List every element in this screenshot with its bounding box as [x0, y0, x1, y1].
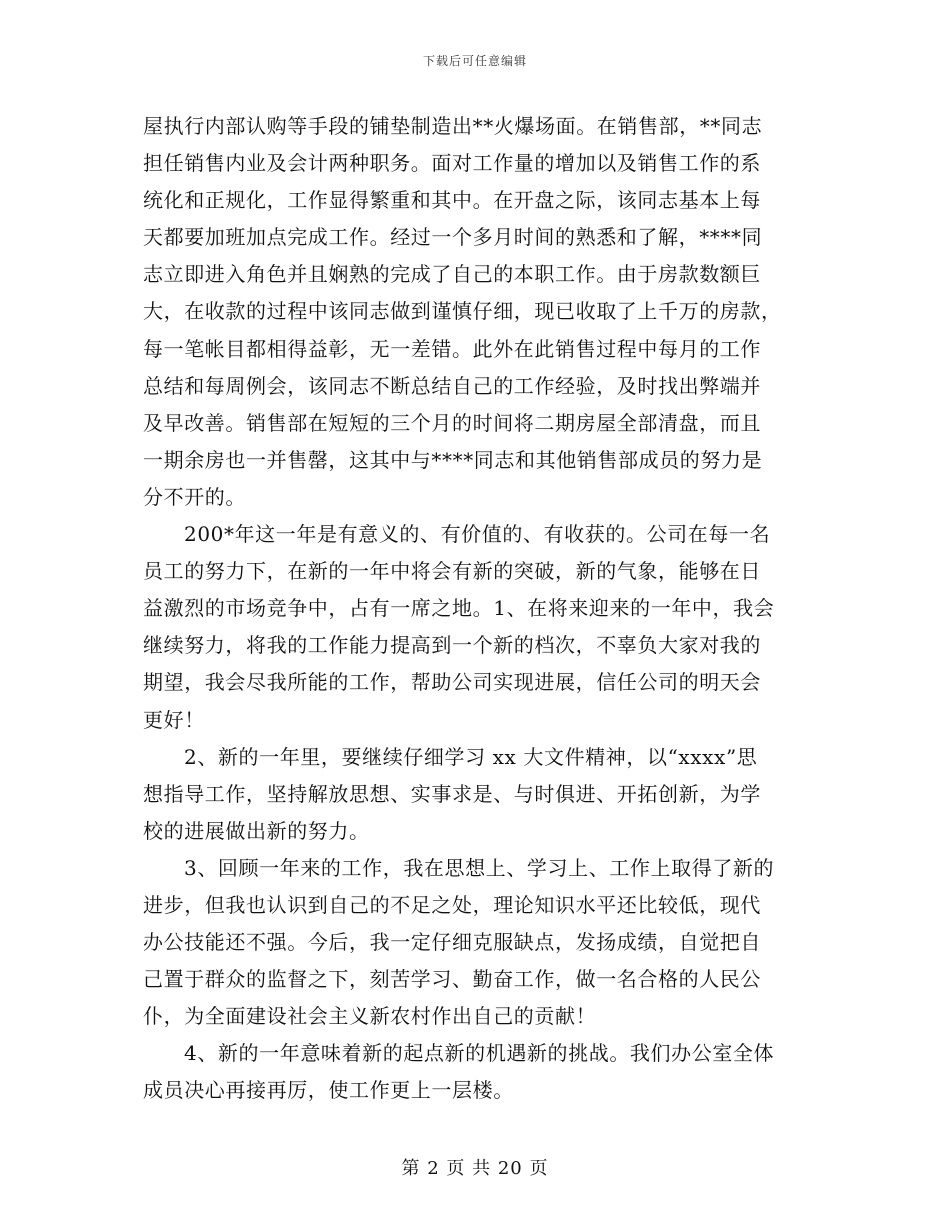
paragraph-first-line: 3、回顾一年来的工作，我在思想上、学习上、工作上取得了新的	[184, 855, 775, 880]
text-line: 更好！	[143, 707, 205, 732]
page-footer: 第 2 页 共 20 页	[401, 1158, 549, 1179]
text-line: 屋执行内部认购等手段的铺垫制造出**火爆场面。在销售部，**同志	[143, 114, 763, 138]
text-line: 总结和每周例会，该同志不断总结自己的工作经验，及时找出弊端并	[143, 373, 761, 398]
text-line: 大，在收款的过程中该同志做到谨慎仔细，现已收取了上千万的房款，	[143, 299, 782, 324]
text-line: 想指导工作，坚持解放思想、实事求是、与时俱进、开拓创新，为学	[143, 781, 761, 806]
text-line: 继续努力，将我的工作能力提高到一个新的档次，不辜负大家对我的	[143, 633, 761, 658]
text-line: 期望，我会尽我所能的工作，帮助公司实现进展，信任公司的明天会	[143, 670, 761, 695]
text-line: 分不开的。	[143, 484, 246, 509]
paragraph-first-line: 2、新的一年里，要继续仔细学习 xx 大文件精神，以“xxxx”思	[184, 744, 758, 769]
text-line: 担任销售内业及会计两种职务。面对工作量的增加以及销售工作的系	[143, 151, 761, 176]
text-line: 天都要加班加点完成工作。经过一个多月时间的熟悉和了解，****同	[143, 225, 763, 250]
text-line: 益激烈的市场竞争中，占有一席之地。1、在将来迎来的一年中，我会	[143, 596, 775, 621]
text-line: 己置于群众的监督之下，刻苦学习、勤奋工作，做一名合格的人民公	[143, 967, 761, 992]
text-line: 及早改善。销售部在短短的三个月的时间将二期房屋全部清盘，而且	[143, 410, 761, 435]
paragraph-first-line: 4、新的一年意味着新的起点新的机遇新的挑战。我们办公室全体	[184, 1041, 775, 1066]
page-header: 下载后可任意编辑	[422, 54, 527, 68]
text-line: 一期余房也一并售罄，这其中与****同志和其他销售部成员的努力是	[143, 447, 763, 472]
text-line: 每一笔帐目都相得益彰，无一差错。此外在此销售过程中每月的工作	[143, 336, 761, 361]
text-line: 统化和正规化，工作显得繁重和其中。在开盘之际，该同志基本上每	[143, 188, 761, 213]
paragraph-first-line: 200*年这一年是有意义的、有价值的、有收获的。公司在每一名	[184, 522, 771, 547]
text-line: 校的进展做出新的努力。	[143, 818, 370, 843]
document-body	[143, 108, 809, 1110]
text-line: 志立即进入角色并且娴熟的完成了自己的本职工作。由于房款数额巨	[143, 262, 761, 287]
text-line: 仆，为全面建设社会主义新农村作出自己的贡献！	[143, 1004, 597, 1029]
text-line: 办公技能还不强。今后，我一定仔细克服缺点，发扬成绩，自觉把自	[143, 930, 761, 955]
text-line: 进步，但我也认识到自己的不足之处，理论知识水平还比较低，现代	[143, 892, 761, 917]
text-line: 员工的努力下，在新的一年中将会有新的突破，新的气象，能够在日	[143, 559, 761, 584]
text-line: 成员决心再接再厉，使工作更上一层楼。	[143, 1078, 514, 1103]
